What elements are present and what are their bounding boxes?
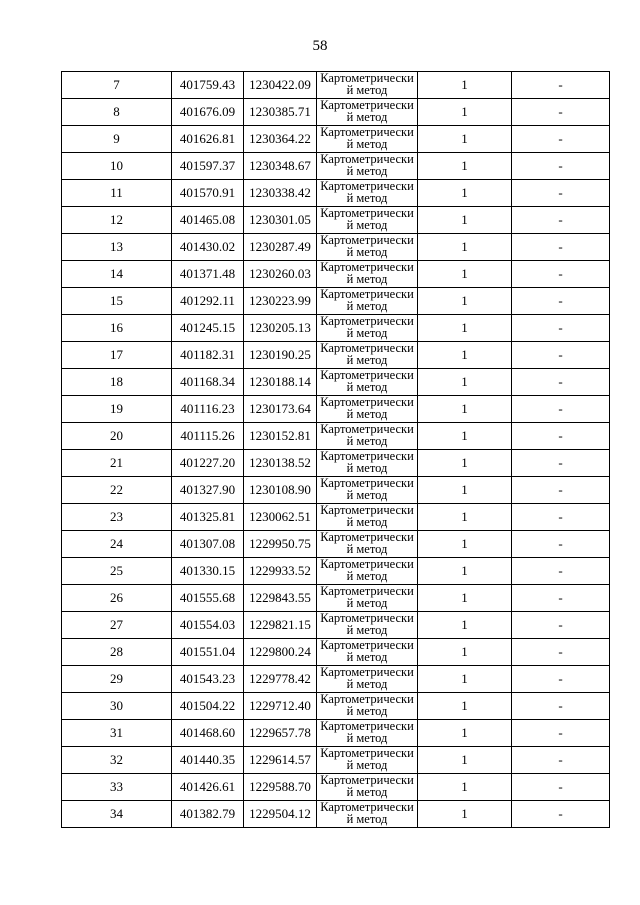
coordinates-table: [61, 71, 610, 828]
x-coordinate-cell: 401330.15: [172, 558, 244, 585]
y-coordinate-cell: 1229800.24: [244, 639, 317, 666]
method-cell: [317, 585, 418, 612]
point-number-cell: 21: [62, 450, 172, 477]
x-coordinate-cell: 401676.09: [172, 99, 244, 126]
table-row: [62, 126, 610, 153]
method-text-line2: й метод: [346, 299, 388, 313]
method-text-line1: Картометрически: [320, 288, 414, 301]
method-text-line2: й метод: [346, 812, 388, 826]
method-text-line2: й метод: [346, 191, 388, 205]
table-row: [62, 342, 610, 369]
precision-cell: 1: [418, 99, 512, 126]
note-cell: -: [512, 423, 610, 450]
precision-cell: 1: [418, 153, 512, 180]
note-cell: -: [512, 747, 610, 774]
note-cell: -: [512, 72, 610, 99]
method-text-line1: Картометрически: [320, 234, 414, 247]
y-coordinate-cell: 1230223.99: [244, 288, 317, 315]
x-coordinate-cell: 401327.90: [172, 477, 244, 504]
method-text-line2: й метод: [346, 569, 388, 583]
x-coordinate-cell: 401182.31: [172, 342, 244, 369]
y-coordinate-cell: 1230138.52: [244, 450, 317, 477]
method-text-line2: й метод: [346, 758, 388, 772]
method-text-line2: й метод: [346, 137, 388, 151]
note-cell: -: [512, 774, 610, 801]
precision-cell: 1: [418, 126, 512, 153]
method-text-line2: й метод: [346, 110, 388, 124]
method-cell: [317, 261, 418, 288]
method-text-line1: Картометрически: [320, 585, 414, 598]
precision-cell: 1: [418, 207, 512, 234]
method-text-line2: й метод: [346, 785, 388, 799]
y-coordinate-cell: 1229504.12: [244, 801, 317, 828]
y-coordinate-cell: 1230190.25: [244, 342, 317, 369]
method-cell: [317, 720, 418, 747]
note-cell: -: [512, 126, 610, 153]
precision-cell: 1: [418, 423, 512, 450]
table-row: [62, 693, 610, 720]
x-coordinate-cell: 401543.23: [172, 666, 244, 693]
table-row: [62, 396, 610, 423]
note-cell: -: [512, 99, 610, 126]
method-cell: [317, 423, 418, 450]
method-text-line1: Картометрически: [320, 207, 414, 220]
x-coordinate-cell: 401626.81: [172, 126, 244, 153]
method-text-line1: Картометрически: [320, 504, 414, 517]
x-coordinate-cell: 401597.37: [172, 153, 244, 180]
method-cell: [317, 126, 418, 153]
precision-cell: 1: [418, 234, 512, 261]
point-number-cell: 18: [62, 369, 172, 396]
x-coordinate-cell: 401115.26: [172, 423, 244, 450]
method-text-line2: й метод: [346, 461, 388, 475]
method-cell: [317, 99, 418, 126]
note-cell: -: [512, 315, 610, 342]
precision-cell: 1: [418, 720, 512, 747]
point-number-cell: 10: [62, 153, 172, 180]
method-text-line2: й метод: [346, 542, 388, 556]
x-coordinate-cell: 401227.20: [172, 450, 244, 477]
point-number-cell: 28: [62, 639, 172, 666]
method-text-line1: Картометрически: [320, 612, 414, 625]
method-text-line2: й метод: [346, 83, 388, 97]
method-text-line1: Картометрически: [320, 261, 414, 274]
precision-cell: 1: [418, 666, 512, 693]
y-coordinate-cell: 1230287.49: [244, 234, 317, 261]
precision-cell: 1: [418, 531, 512, 558]
note-cell: -: [512, 612, 610, 639]
y-coordinate-cell: 1229950.75: [244, 531, 317, 558]
note-cell: -: [512, 531, 610, 558]
method-cell: [317, 396, 418, 423]
point-number-cell: 33: [62, 774, 172, 801]
method-text-line2: й метод: [346, 650, 388, 664]
note-cell: -: [512, 342, 610, 369]
method-cell: [317, 153, 418, 180]
x-coordinate-cell: 401426.61: [172, 774, 244, 801]
point-number-cell: 24: [62, 531, 172, 558]
precision-cell: 1: [418, 774, 512, 801]
method-cell: [317, 504, 418, 531]
note-cell: -: [512, 639, 610, 666]
method-text-line1: Картометрически: [320, 315, 414, 328]
y-coordinate-cell: 1230188.14: [244, 369, 317, 396]
x-coordinate-cell: 401382.79: [172, 801, 244, 828]
point-number-cell: 17: [62, 342, 172, 369]
table-row: [62, 747, 610, 774]
table-row: [62, 261, 610, 288]
note-cell: -: [512, 504, 610, 531]
table-row: [62, 585, 610, 612]
method-text-line2: й метод: [346, 353, 388, 367]
method-text-line2: й метод: [346, 326, 388, 340]
method-text-line1: Картометрически: [320, 126, 414, 139]
method-cell: [317, 180, 418, 207]
x-coordinate-cell: 401504.22: [172, 693, 244, 720]
y-coordinate-cell: 1230205.13: [244, 315, 317, 342]
method-text-line1: Картометрически: [320, 801, 414, 814]
note-cell: -: [512, 207, 610, 234]
x-coordinate-cell: 401430.02: [172, 234, 244, 261]
y-coordinate-cell: 1230301.05: [244, 207, 317, 234]
method-text-line2: й метод: [346, 623, 388, 637]
table-row: [62, 288, 610, 315]
point-number-cell: 15: [62, 288, 172, 315]
table-row: [62, 99, 610, 126]
precision-cell: 1: [418, 558, 512, 585]
x-coordinate-cell: 401759.43: [172, 72, 244, 99]
note-cell: -: [512, 288, 610, 315]
table-row: [62, 504, 610, 531]
y-coordinate-cell: 1230364.22: [244, 126, 317, 153]
note-cell: -: [512, 585, 610, 612]
table-row: [62, 423, 610, 450]
note-cell: -: [512, 693, 610, 720]
y-coordinate-cell: 1229778.42: [244, 666, 317, 693]
method-cell: [317, 558, 418, 585]
precision-cell: 1: [418, 585, 512, 612]
precision-cell: 1: [418, 693, 512, 720]
y-coordinate-cell: 1229614.57: [244, 747, 317, 774]
y-coordinate-cell: 1229933.52: [244, 558, 317, 585]
point-number-cell: 12: [62, 207, 172, 234]
note-cell: -: [512, 720, 610, 747]
method-cell: [317, 450, 418, 477]
method-text-line1: Картометрически: [320, 666, 414, 679]
method-text-line2: й метод: [346, 245, 388, 259]
note-cell: -: [512, 477, 610, 504]
table-row: [62, 153, 610, 180]
point-number-cell: 32: [62, 747, 172, 774]
precision-cell: 1: [418, 342, 512, 369]
method-text-line2: й метод: [346, 488, 388, 502]
table-row: [62, 612, 610, 639]
method-text-line1: Картометрически: [320, 558, 414, 571]
note-cell: -: [512, 153, 610, 180]
method-text-line2: й метод: [346, 731, 388, 745]
point-number-cell: 11: [62, 180, 172, 207]
method-cell: [317, 342, 418, 369]
note-cell: -: [512, 801, 610, 828]
method-text-line1: Картометрически: [320, 99, 414, 112]
precision-cell: 1: [418, 612, 512, 639]
y-coordinate-cell: 1229712.40: [244, 693, 317, 720]
x-coordinate-cell: 401245.15: [172, 315, 244, 342]
note-cell: -: [512, 666, 610, 693]
table-row: [62, 801, 610, 828]
point-number-cell: 25: [62, 558, 172, 585]
x-coordinate-cell: 401307.08: [172, 531, 244, 558]
method-text-line1: Картометрически: [320, 423, 414, 436]
y-coordinate-cell: 1230152.81: [244, 423, 317, 450]
table-row: [62, 315, 610, 342]
method-cell: [317, 315, 418, 342]
method-cell: [317, 774, 418, 801]
x-coordinate-cell: 401168.34: [172, 369, 244, 396]
table-row: [62, 531, 610, 558]
x-coordinate-cell: 401325.81: [172, 504, 244, 531]
x-coordinate-cell: 401465.08: [172, 207, 244, 234]
y-coordinate-cell: 1229821.15: [244, 612, 317, 639]
table-body: [62, 72, 610, 828]
method-cell: [317, 234, 418, 261]
table-row: [62, 369, 610, 396]
method-text-line1: Картометрически: [320, 342, 414, 355]
precision-cell: 1: [418, 315, 512, 342]
method-cell: [317, 801, 418, 828]
method-text-line1: Картометрически: [320, 180, 414, 193]
x-coordinate-cell: 401468.60: [172, 720, 244, 747]
y-coordinate-cell: 1230260.03: [244, 261, 317, 288]
precision-cell: 1: [418, 369, 512, 396]
method-text-line1: Картометрически: [320, 747, 414, 760]
table-row: [62, 477, 610, 504]
method-text-line1: Картометрически: [320, 774, 414, 787]
table-row: [62, 207, 610, 234]
method-cell: [317, 666, 418, 693]
method-text-line2: й метод: [346, 164, 388, 178]
note-cell: -: [512, 396, 610, 423]
point-number-cell: 23: [62, 504, 172, 531]
table-row: [62, 72, 610, 99]
y-coordinate-cell: 1230173.64: [244, 396, 317, 423]
point-number-cell: 20: [62, 423, 172, 450]
x-coordinate-cell: 401554.03: [172, 612, 244, 639]
method-cell: [317, 288, 418, 315]
note-cell: -: [512, 180, 610, 207]
x-coordinate-cell: 401440.35: [172, 747, 244, 774]
point-number-cell: 8: [62, 99, 172, 126]
point-number-cell: 29: [62, 666, 172, 693]
y-coordinate-cell: 1230385.71: [244, 99, 317, 126]
x-coordinate-cell: 401551.04: [172, 639, 244, 666]
precision-cell: 1: [418, 288, 512, 315]
point-number-cell: 14: [62, 261, 172, 288]
table-row: [62, 450, 610, 477]
point-number-cell: 16: [62, 315, 172, 342]
precision-cell: 1: [418, 639, 512, 666]
method-cell: [317, 72, 418, 99]
precision-cell: 1: [418, 396, 512, 423]
method-text-line2: й метод: [346, 434, 388, 448]
x-coordinate-cell: 401555.68: [172, 585, 244, 612]
x-coordinate-cell: 401116.23: [172, 396, 244, 423]
method-text-line1: Картометрически: [320, 450, 414, 463]
method-text-line2: й метод: [346, 704, 388, 718]
method-text-line2: й метод: [346, 596, 388, 610]
x-coordinate-cell: 401371.48: [172, 261, 244, 288]
y-coordinate-cell: 1230338.42: [244, 180, 317, 207]
method-cell: [317, 531, 418, 558]
point-number-cell: 31: [62, 720, 172, 747]
method-cell: [317, 207, 418, 234]
x-coordinate-cell: 401570.91: [172, 180, 244, 207]
precision-cell: 1: [418, 450, 512, 477]
precision-cell: 1: [418, 261, 512, 288]
method-text-line2: й метод: [346, 407, 388, 421]
note-cell: -: [512, 558, 610, 585]
y-coordinate-cell: 1229843.55: [244, 585, 317, 612]
precision-cell: 1: [418, 747, 512, 774]
table-row: [62, 558, 610, 585]
x-coordinate-cell: 401292.11: [172, 288, 244, 315]
method-cell: [317, 693, 418, 720]
method-text-line2: й метод: [346, 272, 388, 286]
note-cell: -: [512, 261, 610, 288]
point-number-cell: 34: [62, 801, 172, 828]
point-number-cell: 7: [62, 72, 172, 99]
method-text-line1: Картометрически: [320, 72, 414, 85]
note-cell: -: [512, 450, 610, 477]
page-number: 58: [312, 38, 328, 54]
method-text-line1: Картометрически: [320, 531, 414, 544]
method-text-line1: Картометрически: [320, 720, 414, 733]
table-row: [62, 234, 610, 261]
y-coordinate-cell: 1229657.78: [244, 720, 317, 747]
precision-cell: 1: [418, 180, 512, 207]
table-row: [62, 774, 610, 801]
method-text-line2: й метод: [346, 218, 388, 232]
method-text-line2: й метод: [346, 380, 388, 394]
precision-cell: 1: [418, 477, 512, 504]
method-text-line2: й метод: [346, 677, 388, 691]
point-number-cell: 9: [62, 126, 172, 153]
point-number-cell: 19: [62, 396, 172, 423]
method-cell: [317, 477, 418, 504]
method-text-line1: Картометрически: [320, 369, 414, 382]
point-number-cell: 22: [62, 477, 172, 504]
precision-cell: 1: [418, 72, 512, 99]
method-cell: [317, 747, 418, 774]
y-coordinate-cell: 1229588.70: [244, 774, 317, 801]
point-number-cell: 30: [62, 693, 172, 720]
table-row: [62, 180, 610, 207]
method-cell: [317, 639, 418, 666]
y-coordinate-cell: 1230108.90: [244, 477, 317, 504]
y-coordinate-cell: 1230422.09: [244, 72, 317, 99]
point-number-cell: 27: [62, 612, 172, 639]
method-text-line1: Картометрически: [320, 396, 414, 409]
point-number-cell: 13: [62, 234, 172, 261]
method-cell: [317, 612, 418, 639]
note-cell: -: [512, 369, 610, 396]
table-row: [62, 720, 610, 747]
y-coordinate-cell: 1230348.67: [244, 153, 317, 180]
y-coordinate-cell: 1230062.51: [244, 504, 317, 531]
method-text-line1: Картометрически: [320, 639, 414, 652]
method-text-line2: й метод: [346, 515, 388, 529]
note-cell: -: [512, 234, 610, 261]
table-row: [62, 666, 610, 693]
precision-cell: 1: [418, 801, 512, 828]
point-number-cell: 26: [62, 585, 172, 612]
method-text-line1: Картометрически: [320, 153, 414, 166]
table-row: [62, 639, 610, 666]
method-text-line1: Картометрически: [320, 477, 414, 490]
method-cell: [317, 369, 418, 396]
precision-cell: 1: [418, 504, 512, 531]
method-text-line1: Картометрически: [320, 693, 414, 706]
